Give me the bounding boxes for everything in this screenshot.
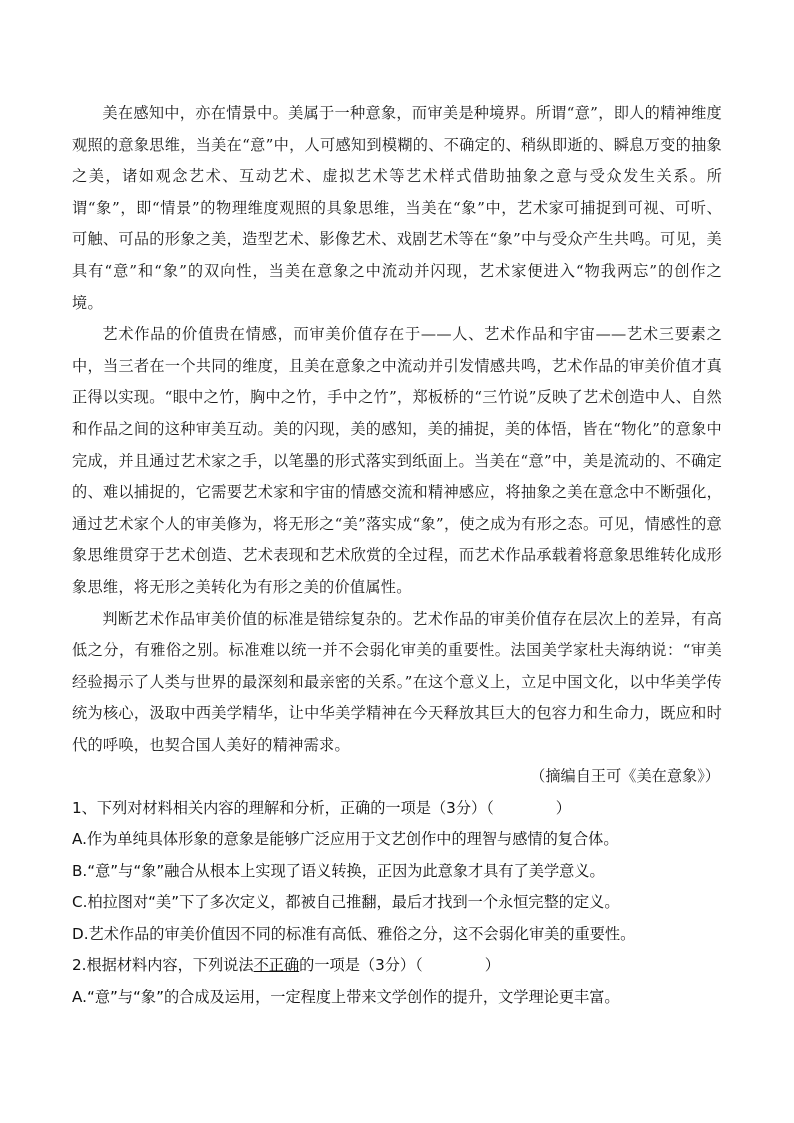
passage-paragraph-1: 美在感知中，亦在情景中。美属于一种意象，而审美是种境界。所谓“意”，即人的精神维度观照的意象思维，当美在“意”中，人可感知到模糊的、不确定的、稍纵即逝的、瞬息万变的抽象之美，诸如观念艺术、互动艺术、虚拟艺术等艺术样式借助抽象之意与受众发生关系。所谓“象”，即“情景”的物理维度观照的具象思维，当美在“象”中，艺术家可捕捉到可视、可听、可触、可品的形象之美，造型艺术、影像艺术、戏剧艺术等在“象”中与受众产生共鸣。可见，美具有“意”和“象”的双向性，当美在意象之中流动并闪现，艺术家便进入“物我两忘”的创作之境。 (72, 104, 722, 312)
question-2-stem: 2.根据材料内容，下列说法不正确的一项是（3分）（ ） (72, 956, 500, 975)
question-1 (72, 793, 722, 950)
passage-paragraph-2: 艺术作品的价值贵在情感，而审美价值存在于——人、艺术作品和宇宙——艺术三要素之中，当三者在一个共同的维度，且美在意象之中流动并引发情感共鸣，艺术作品的审美价值才真正得以实现。“眼中之竹，胸中之竹，手中之竹”，郑板桥的“三竹说”反映了艺术创造中人、自然和作品之间的这种审美互动。美的闪现，美的感知，美的捕捉，美的体悟，皆在“物化”的意象中完成，并且通过艺术家之手，以笔墨的形式落实到纸面上。当美在“意”中，美是流动的、不确定的、难以捕捉的，它需要艺术家和宇宙的情感交流和精神感应，将抽象之美在意念中不断强化，通过艺术家个人的审美修为，将无形之“美”落实成“象”，使之成为有形之态。可见，情感性的意象思维贯穿于艺术创造、艺术表现和艺术欣赏的全过程，而艺术作品承载着将意象思维转化成形象思维，将无形之美转化为有形之美的价值属性。 (72, 325, 722, 596)
underlined-keyword: 不正确 (253, 956, 300, 975)
content-area (72, 98, 722, 1013)
passage-paragraph-3: 判断艺术作品审美价值的标准是错综复杂的。艺术作品的审美价值存在层次上的差异，有高低之分，有雅俗之别。标准难以统一并不会弱化审美的重要性。法国美学家杜夫海纳说：“审美经验揭示了人类与世界的最深刻和最亲密的关系。”在这个意义上，立足中国文化，以中华美学传统为核心，汲取中西美学精华，让中华美学精神在今天释放其巨大的包容力和生命力，既应和时代的呼唤，也契合国人美好的精神需求。 (72, 609, 722, 754)
question-1-option-d: D.艺术作品的审美价值因不同的标准有高低、雅俗之分，这不会弱化审美的重要性。 (72, 924, 636, 943)
question-2-option-a: A.“意”与“象”的合成及运用，一定程度上带来文学创作的提升，文学理论更丰富。 (72, 987, 620, 1006)
reading-passage (72, 98, 722, 761)
question-1-stem: 1、下列对材料相关内容的理解和分析，正确的一项是（3分）（ ） (72, 799, 571, 818)
question-2 (72, 950, 722, 1013)
question-1-option-c: C.柏拉图对“美”下了多次定义，都被自己推翻，最后才找到一个永恒完整的定义。 (72, 893, 620, 912)
question-1-option-a: A.作为单纯具体形象的意象是能够广泛应用于文艺创作中的理智与感情的复合体。 (72, 830, 619, 849)
question-1-option-b: B.“意”与“象”融合从根本上实现了语义转换，正因为此意象才具有了美学意义。 (72, 861, 605, 880)
passage-source: （摘编自王可《美在意象》） (530, 767, 720, 786)
